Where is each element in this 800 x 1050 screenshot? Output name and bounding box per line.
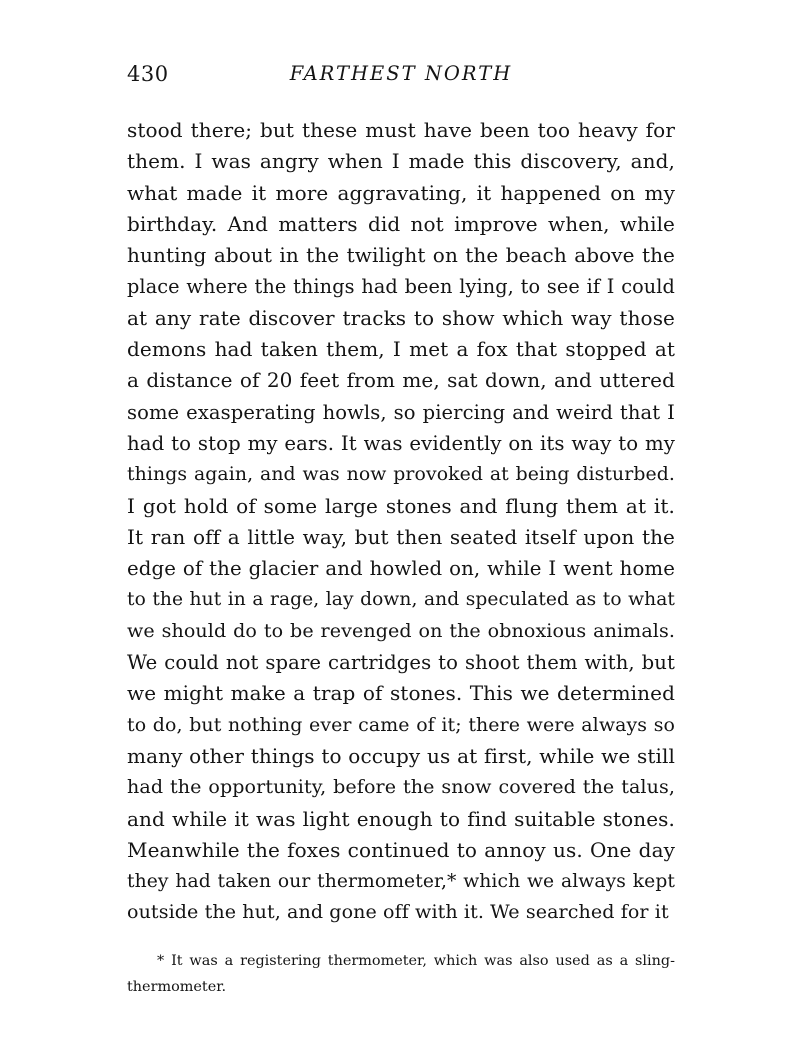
text-line: we should do to be revenged on the obnoxious animals. — [127, 619, 675, 642]
text-line: We could not spare cartridges to shoot them with, but — [127, 651, 675, 675]
text-line: had to stop my ears. It was evidently on its way to my — [127, 431, 675, 455]
text-line: I got hold of some large stones and flung them at it. — [127, 493, 675, 518]
text-line: It ran off a little way, but then seated itself upon the — [127, 524, 675, 549]
text-line: we might make a trap of stones. This we determined — [127, 681, 675, 706]
footnote — [127, 948, 675, 1000]
running-head: FARTHEST NORTH — [289, 62, 513, 85]
body-text — [127, 115, 675, 929]
text-line: edge of the glacier and howled on, while I went home — [127, 557, 675, 581]
text-line: demons had taken them, I met a fox that stopped at — [127, 337, 675, 362]
text-line: at any rate discover tracks to show which way those — [127, 305, 675, 330]
text-line: what made it more aggravating, it happened on my — [127, 180, 675, 205]
text-line: had the opportunity, before the snow covered the talus, — [127, 776, 675, 799]
text-line: to the hut in a rage, lay down, and speculated as to what — [127, 589, 675, 611]
page-header — [127, 62, 675, 94]
page-number: 430 — [127, 62, 169, 86]
text-line: hunting about in the twilight on the beach above the — [127, 243, 675, 268]
footnote-line: * It was a registering thermometer, which was also used as a sling- — [157, 953, 675, 969]
text-line: stood there; but these must have been too heavy for — [127, 118, 675, 142]
text-line: outside the hut, and gone off with it. We searched for it — [127, 901, 669, 924]
text-line: many other things to occupy us at first, while we still — [127, 743, 675, 768]
text-line: a distance of 20 feet from me, sat down, and uttered — [127, 368, 675, 393]
footnote-line: thermometer. — [127, 979, 227, 995]
text-line: birthday. And matters did not improve when, while — [127, 211, 675, 236]
text-line: they had taken our thermometer,* which we always kept — [127, 871, 675, 893]
text-line: some exasperating howls, so piercing and weird that I — [127, 400, 675, 424]
text-line: place where the things had been lying, to see if I could — [127, 275, 675, 299]
text-line: them. I was angry when I made this discovery, and, — [127, 149, 675, 174]
text-line: and while it was light enough to find suitable stones. — [127, 806, 675, 831]
text-line: to do, but nothing ever came of it; there were always so — [127, 713, 675, 736]
text-line: things again, and was now provoked at being disturbed. — [127, 464, 675, 486]
text-line: Meanwhile the foxes continued to annoy us. One day — [127, 837, 675, 862]
